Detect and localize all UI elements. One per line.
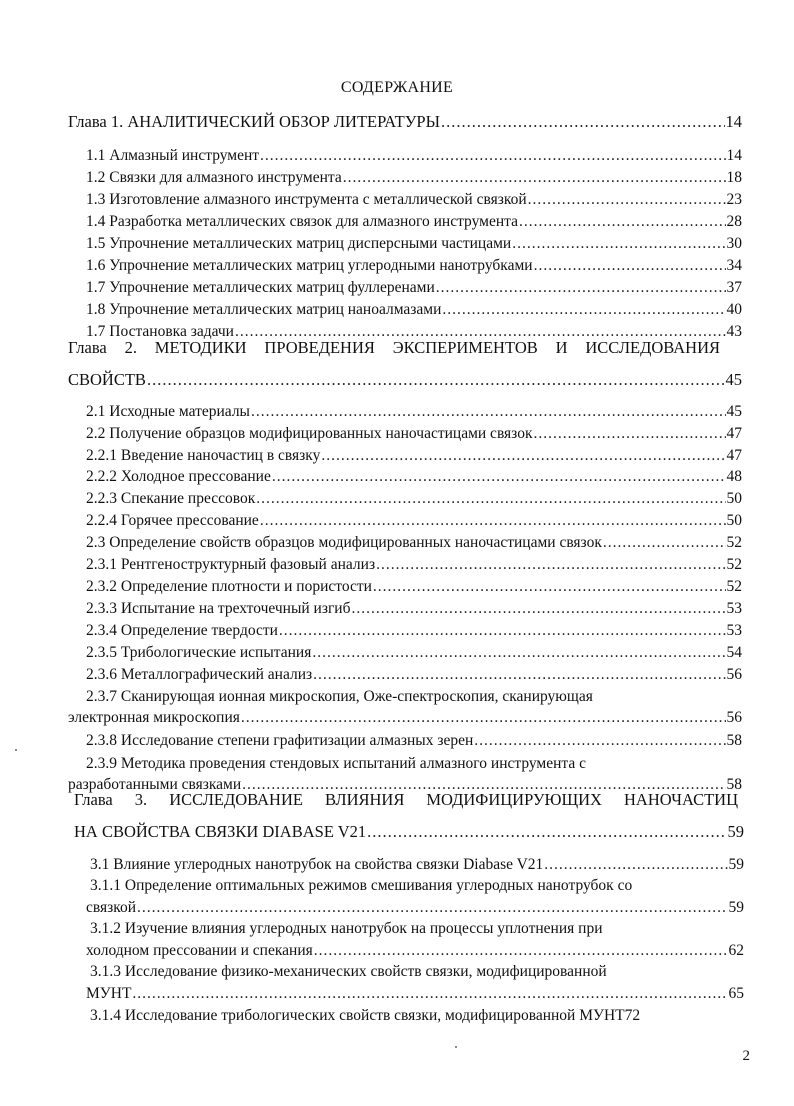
toc-entry-label: СВОЙСТВ [68, 370, 146, 389]
toc-entry-label: 2.1 Исходные материалы [86, 403, 250, 420]
toc-entry-page: 30 [726, 235, 742, 252]
toc-chapter-2-line1: Глава 2. МЕТОДИКИ ПРОВЕДЕНИЯ ЭКСПЕРИМЕНТОВ И ИССЛЕДОВАНИЯ [68, 338, 720, 357]
toc-entry-page: 62 [728, 942, 744, 959]
toc-entry-label: 2.2.3 Спекание прессовок [86, 490, 256, 507]
dot-leader [351, 599, 725, 619]
dot-leader [241, 708, 726, 728]
dot-leader [251, 402, 726, 422]
dot-leader [534, 424, 726, 444]
toc-entry-label: 1.6 Упрочнение металлических матриц углеродными нанотрубками [86, 257, 533, 274]
toc-entry-2-2-1 [86, 446, 742, 466]
toc-entry-label: 2.3.3 Испытание на трехточечный изгиб [86, 600, 351, 617]
dot-leader [519, 212, 726, 232]
toc-entry-label: 2.3.2 Определение плотности и пористости [86, 578, 372, 595]
toc-entry-label: связкой [86, 899, 137, 916]
dot-leader [132, 984, 727, 1004]
toc-entry-3-1-3-line1: 3.1.3 Исследование физико-механических свойств связки, модифицированной [90, 963, 607, 980]
dot-leader [321, 446, 725, 466]
toc-entry-page: 28 [726, 213, 742, 230]
toc-entry-page: 53 [726, 622, 742, 639]
toc-entry-3-1 [90, 855, 744, 875]
scan-speck [15, 749, 17, 751]
dot-leader [137, 898, 727, 918]
dot-leader [528, 190, 726, 210]
toc-entry-page: 72 [624, 1007, 641, 1024]
toc-entry-page: 52 [726, 556, 742, 573]
toc-entry-page: 23 [726, 191, 742, 208]
dot-leader [534, 256, 726, 276]
dot-leader [512, 234, 725, 254]
dot-leader [474, 731, 725, 751]
toc-entry-2-3-6 [86, 665, 742, 685]
toc-entry-page: 52 [726, 578, 742, 595]
toc-entry-label: 2.3.1 Рентгеноструктурный фазовый анализ [86, 556, 376, 573]
toc-entry-1-1 [86, 146, 742, 166]
toc-entry-1-4 [86, 212, 742, 232]
dot-leader [442, 300, 725, 320]
toc-entry-2-2-4 [86, 511, 742, 531]
toc-entry-2-3 [86, 533, 742, 553]
toc-entry-1-2 [86, 168, 742, 188]
toc-entry-page: 34 [726, 257, 742, 274]
dot-leader [260, 146, 725, 166]
toc-entry-label: 2.3.5 Трибологические испытания [86, 644, 312, 661]
toc-entry-page: 56 [726, 666, 742, 683]
toc-entry-label: 2.3.6 Металлографический анализ [86, 666, 313, 683]
toc-entry-label: 1.7 Постановка задачи [86, 323, 234, 340]
toc-entry-2-3-2 [86, 577, 742, 597]
toc-entry-page: 54 [726, 644, 742, 661]
toc-entry-3-1-3 [86, 984, 744, 1004]
dot-leader [147, 370, 725, 390]
toc-entry-2-2-2 [86, 467, 742, 487]
dot-leader [544, 855, 727, 875]
toc-entry-3-1-2 [86, 941, 744, 961]
dot-leader [272, 467, 726, 487]
toc-entry-1-7 [86, 278, 742, 298]
dot-leader [376, 555, 725, 575]
toc-entry-page: 53 [726, 600, 742, 617]
toc-entry-label: 2.3 Определение свойств образцов модифицированных наночастицами связок [86, 534, 602, 551]
toc-entry-page: 59 [727, 822, 744, 841]
toc-entry-2-3-4 [86, 621, 742, 641]
toc-entry-3-1-4 [90, 1006, 748, 1026]
toc-entry-page: 58 [726, 732, 742, 749]
toc-entry-page: 40 [726, 301, 742, 318]
toc-entry-label: 1.3 Изготовление алмазного инструмента с металлической связкой [86, 191, 527, 208]
toc-entry-label: 1.2 Связки для алмазного инструмента [86, 169, 342, 186]
toc-entry-page: 14 [726, 147, 742, 164]
toc-entry-label: электронная микроскопия [68, 709, 240, 726]
toc-entry-label: 2.2.4 Горячее прессование [86, 512, 259, 529]
toc-entry-3-1-1-line1: 3.1.1 Определение оптимальных режимов смешивания углеродных нанотрубок со [90, 877, 633, 894]
toc-chapter-3 [74, 822, 744, 842]
toc-entry-page: 65 [728, 985, 744, 1002]
toc-entry-label: 2.3.4 Определение твердости [86, 622, 278, 639]
dot-leader [367, 822, 726, 842]
toc-entry-page: 56 [726, 709, 742, 726]
toc-entry-1-3 [86, 190, 742, 210]
toc-entry-label: 2.2.2 Холодное прессование [86, 468, 271, 485]
toc-entry-label: 2.3.8 Исследование степени графитизации алмазных зерен [86, 732, 474, 749]
toc-entry-page: 14 [725, 112, 742, 131]
dot-leader [314, 941, 728, 961]
toc-entry-2-3-7 [68, 708, 742, 728]
toc-entry-label: 1.8 Упрочнение металлических матриц наноалмазами [86, 301, 442, 318]
dot-leader [373, 577, 726, 597]
toc-entry-label: МУНТ [86, 985, 132, 1002]
toc-entry-page: 58 [726, 776, 742, 793]
toc-entry-label: 3.1.4 Исследование трибологических свойств связки, модифицированной МУНТ [90, 1007, 625, 1024]
toc-entry-page: 45 [725, 370, 742, 389]
toc-entry-page: 48 [726, 468, 742, 485]
toc-entry-page: 37 [726, 279, 742, 296]
toc-chapter-2 [68, 370, 742, 390]
toc-entry-2-1 [86, 402, 742, 422]
toc-entry-3-1-1 [86, 898, 744, 918]
toc-entry-label: 1.4 Разработка металлических связок для алмазного инструмента [86, 213, 518, 230]
toc-entry-page: 45 [726, 403, 742, 420]
toc-entry-page: 50 [726, 512, 742, 529]
scan-speck [455, 1046, 457, 1048]
toc-entry-label: 1.5 Упрочнение металлических матриц дисперсными частицами [86, 235, 512, 252]
toc-entry-2-2-3 [86, 489, 742, 509]
toc-entry-2-3-8 [86, 731, 742, 751]
toc-entry-2-3-7-line1: 2.3.7 Сканирующая ионная микроскопия, Оже-спектроскопия, сканирующая [86, 688, 593, 705]
toc-entry-label: Глава 1. АНАЛИТИЧЕСКИЙ ОБЗОР ЛИТЕРАТУРЫ [68, 112, 440, 131]
toc-entry-label: холодном прессовании и спекания [86, 942, 313, 959]
toc-entry-page: 50 [726, 490, 742, 507]
toc-entry-1-5 [86, 234, 742, 254]
toc-entry-2-2 [86, 424, 742, 444]
toc-entry-label: 2.2 Получение образцов модифицированных наночастицами связок [86, 425, 533, 442]
toc-entry-1-6 [86, 256, 742, 276]
toc-entry-3-1-2-line1: 3.1.2 Изучение влияния углеродных нанотрубок на процессы уплотнения при [90, 920, 603, 937]
toc-entry-page: 47 [726, 425, 742, 442]
toc-entry-label: НА СВОЙСТВА СВЯЗКИ DIABASE V21 [74, 822, 367, 841]
toc-entry-label: 2.2.1 Введение наночастиц в связку [86, 447, 321, 464]
page-number: 2 [742, 1048, 750, 1064]
dot-leader [441, 112, 725, 132]
toc-chapter-3-line1: Глава 3. ИССЛЕДОВАНИЕ ВЛИЯНИЯ МОДИФИЦИРУЮЩИХ НАНОЧАСТИЦ [74, 790, 738, 809]
toc-entry-1-8 [86, 300, 742, 320]
toc-entry-2-3-5 [86, 643, 742, 663]
toc-entry-page: 59 [728, 899, 744, 916]
toc-title: СОДЕРЖАНИЕ [340, 79, 454, 96]
toc-entry-label: 1.7 Упрочнение металлических матриц фуллеренами [86, 279, 435, 296]
toc-chapter-1 [68, 112, 742, 132]
toc-entry-page: 47 [726, 447, 742, 464]
toc-entry-label: разработанными связками [68, 776, 242, 793]
dot-leader [343, 168, 726, 188]
toc-entry-2-3-3 [86, 599, 742, 619]
toc-entry-2-3-1 [86, 555, 742, 575]
toc-entry-label: 1.1 Алмазный инструмент [86, 147, 260, 164]
dot-leader [279, 621, 726, 641]
toc-entry-page: 43 [726, 323, 742, 340]
dot-leader [260, 511, 726, 531]
toc-entry-page: 18 [726, 169, 742, 186]
toc-entry-label: 3.1 Влияние углеродных нанотрубок на свойства связки Diabase V21 [90, 856, 544, 873]
dot-leader [603, 533, 726, 553]
toc-entry-2-3-9-line1: 2.3.9 Методика проведения стендовых испытаний алмазного инструмента с [86, 755, 587, 772]
dot-leader [436, 278, 726, 298]
dot-leader [312, 643, 725, 663]
dot-leader [313, 665, 725, 685]
dot-leader [256, 489, 725, 509]
toc-entry-page: 52 [726, 534, 742, 551]
toc-entry-page: 59 [728, 856, 744, 873]
